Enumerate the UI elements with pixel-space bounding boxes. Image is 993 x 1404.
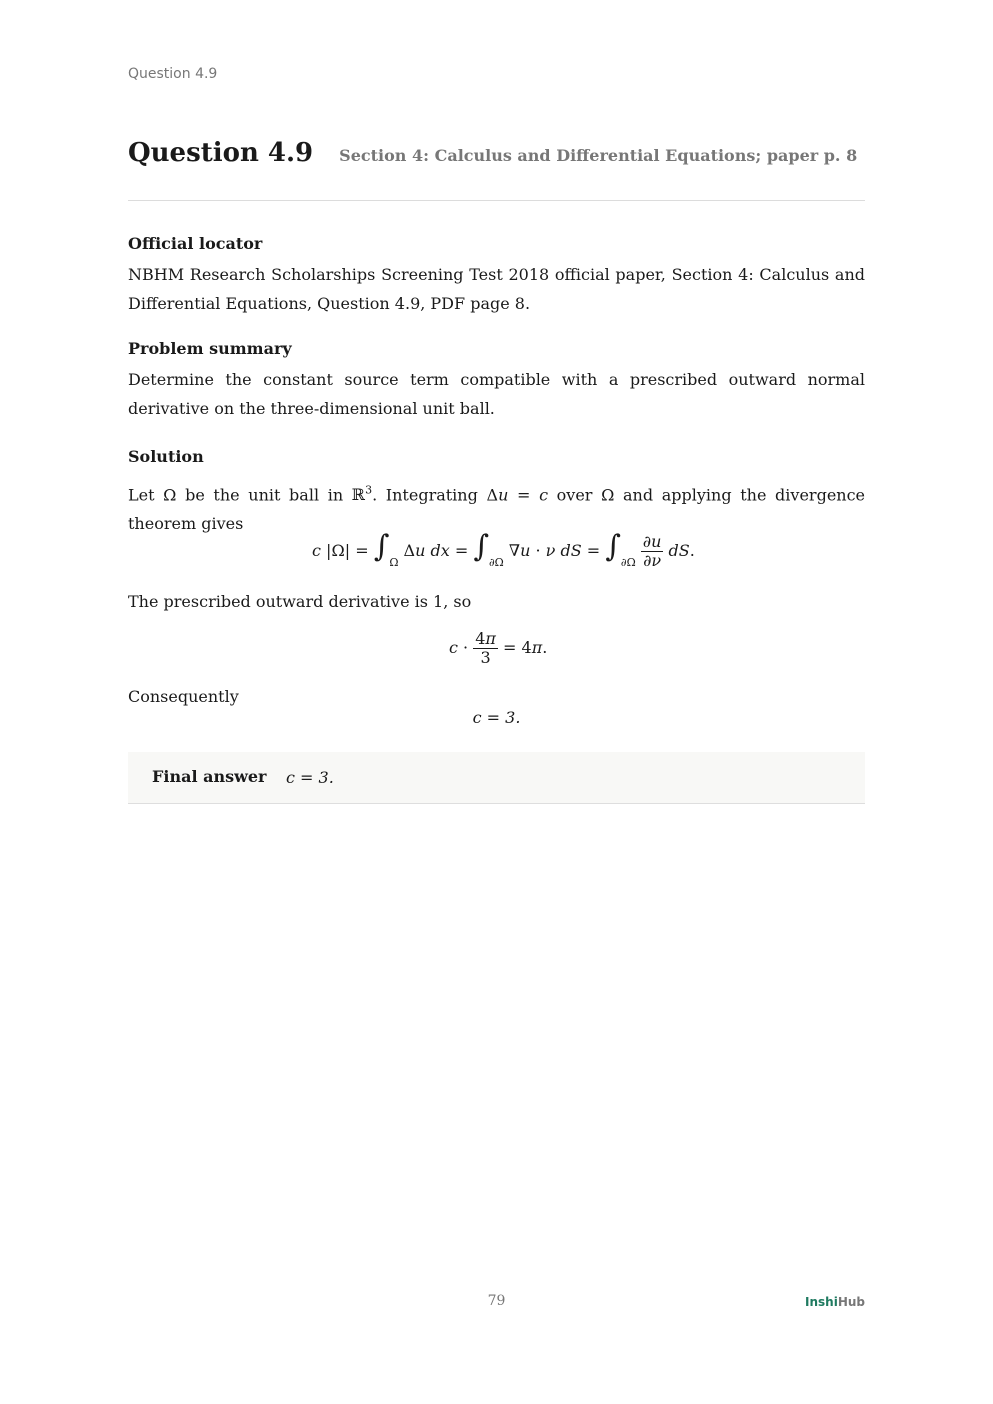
solution-intro-part: over	[548, 485, 602, 505]
divergence-equation: c $|\Omega| = \int_\Omega$ Δu dx = $\int_{\partial\Omega}$ ∇u · ν dS = $\int_{\partial\Omega}$ $\frac{\partial u}{\partial\nu}$ dS.	[312, 529, 695, 570]
page-number: 79	[487, 1293, 506, 1309]
solution-mid: The prescribed outward derivative is 1, so	[128, 592, 472, 611]
solution-heading: Solution	[128, 447, 204, 466]
brand-part: Hub	[837, 1295, 865, 1309]
locator-text: NBHM Research Scholarships Screening Test 2018 official paper, Section 4: Calculus and Differential Equations, Question 4.9, PDF page 8.	[128, 265, 865, 313]
result-equation	[128, 708, 865, 730]
solution-intro-part: . Integrating	[372, 485, 487, 505]
final-answer-box	[128, 752, 865, 804]
header-divider	[128, 200, 865, 201]
solution-intro-part: be the unit ball in	[176, 485, 352, 505]
running-head: Question 4.9	[128, 66, 218, 82]
result-value: c = 3.	[472, 708, 521, 727]
summary-text: Determine the constant source term compatible with a prescribed outward normal derivative on the three-dimensional unit ball.	[128, 370, 865, 418]
solution-conclusion: Consequently	[128, 687, 239, 706]
final-answer-label: Final answer	[152, 767, 267, 786]
solution-intro: Let Ω be the unit ball in ℝ$^3$. Integrating Δu = c over Ω and applying the divergence theorem gives	[128, 484, 866, 534]
final-answer-value: c = 3.	[286, 768, 334, 787]
brand-logo	[805, 1295, 865, 1309]
solution-intro-part: Let	[128, 485, 164, 505]
question-title: Question 4.9	[128, 138, 314, 168]
question-subtitle: Section 4: Calculus and Differential Equations; paper p. 8	[339, 146, 858, 165]
question-header	[128, 138, 865, 168]
summary-heading: Problem summary	[128, 339, 292, 358]
brand-part: Inshi	[805, 1295, 838, 1309]
locator-heading: Official locator	[128, 234, 263, 253]
solution-intro-part: and applying the divergence theorem gives	[128, 485, 866, 534]
volume-equation: c · $\frac{4\pi}{3}$ = 4π.	[449, 629, 548, 667]
